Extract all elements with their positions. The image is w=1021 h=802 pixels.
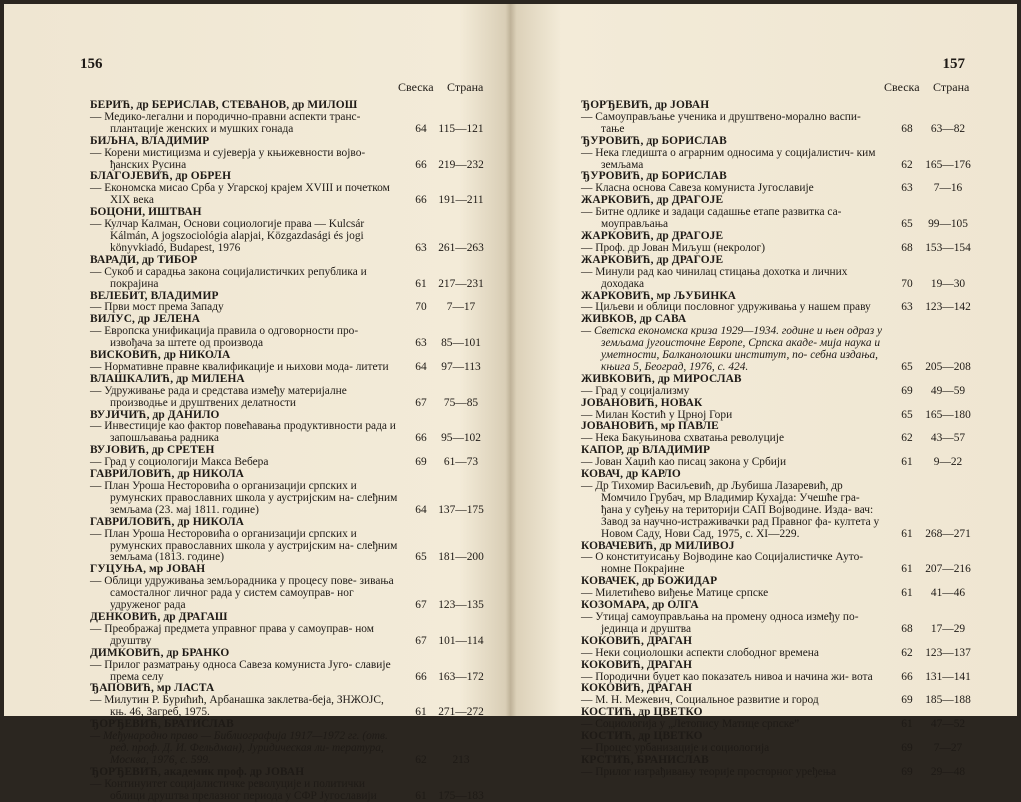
entry-work bbox=[90, 731, 484, 767]
entry-volume: 65 bbox=[901, 408, 913, 421]
entry-author: ДИМКОВИЋ, др БРАНКО bbox=[90, 646, 230, 659]
entry-pages: 95—102 bbox=[441, 432, 481, 445]
entry-volume: 61 bbox=[901, 527, 913, 540]
entry-author: ЈОВАНОВИЋ, мр ПАВЛЕ bbox=[581, 420, 719, 433]
entry-work bbox=[90, 386, 484, 410]
entry-title: — Јован Хаџић као писац закона у Србији bbox=[581, 456, 787, 469]
entry-title: — Прилог изграђивању теорије просторног уређења bbox=[581, 765, 837, 778]
entry-pages: 163—172 bbox=[438, 670, 484, 683]
list-item bbox=[581, 314, 971, 374]
entry-pages: 268—271 bbox=[925, 527, 971, 540]
entry-author: ГАВРИЛОВИЋ, др НИКОЛА bbox=[90, 515, 245, 528]
entry-title: — Прилог разматрању односа Савеза комуниста Југо- славије према селу bbox=[90, 658, 391, 683]
entry-author: КОСТИЋ, др ЦВЕТКО bbox=[581, 730, 703, 743]
entry-author: БИЉНА, ВЛАДИМИР bbox=[90, 134, 210, 147]
entry-title: — Кулчар Калман, Основи социологије права — Kulcsár Kálmán, A jogszociológia alapjai, Közgazdasági és jogi könyvkiadó, Budapest, 1976 bbox=[90, 218, 365, 254]
pages-column-header: Страна bbox=[933, 80, 970, 94]
entry-title: — Милутин Р. Бурићић, Арбанашка заклетва-беја, ЗНЖОЈС, књ. 46, Загреб, 1975. bbox=[90, 694, 384, 719]
entry-title: — Сукоб и сарадња закона социјалистичких република и покрајина bbox=[90, 265, 367, 290]
entry-author: ЖАРКОВИЋ, др ДРАГОЈЕ bbox=[581, 194, 724, 207]
entry-pages: 97—113 bbox=[441, 360, 481, 373]
entry-title: — Процес урбанизације и социологија bbox=[581, 741, 770, 754]
entry-title: — Самоуправљање ученика и друштвено-морално васпи- тање bbox=[581, 110, 861, 135]
entry-pages: 205—208 bbox=[925, 360, 971, 373]
list-item bbox=[90, 374, 484, 410]
entry-author: БЛАГОЈЕВИЋ, др ОБРЕН bbox=[90, 170, 232, 183]
entry-volume: 61 bbox=[901, 718, 913, 731]
entry-volume: 64 bbox=[415, 122, 427, 135]
entry-volume: 64 bbox=[415, 360, 427, 373]
entry-volume: 69 bbox=[901, 694, 913, 707]
entry-pages: 43—57 bbox=[930, 432, 966, 445]
entry-author: ЖАРКОВИЋ, др ДРАГОЈЕ bbox=[581, 253, 724, 266]
entry-author: ВУЈИЧИЋ, др ДАНИЛО bbox=[90, 408, 220, 421]
page-number: 157 bbox=[942, 56, 965, 72]
entry-volume: 63 bbox=[901, 301, 913, 314]
entry-title: — Први мост према Западу bbox=[90, 301, 224, 314]
list-item bbox=[90, 445, 484, 469]
list-item bbox=[581, 755, 971, 779]
entry-author: ЂОРЂЕВИЋ, академик проф. др ЈОВАН bbox=[90, 765, 305, 778]
entry-author: ВУЈОВИЋ, др СРЕТЕН bbox=[90, 444, 215, 457]
entry-title: — Циљеви и облици пословног удруживања у нашем праву bbox=[581, 301, 871, 314]
list-item bbox=[581, 541, 971, 577]
entry-author: ЂУРОВИЋ, др БОРИСЛАВ bbox=[581, 170, 727, 183]
entry-pages: 123—142 bbox=[925, 301, 971, 314]
entry-title: — Преображај предмета управног права у самоуправ- ном друштву bbox=[90, 622, 374, 647]
list-item bbox=[581, 171, 971, 195]
entry-work bbox=[90, 660, 484, 684]
entry-title: — Корени мистицизма и сујеверја у књижевности војво- ђанских Русина bbox=[90, 146, 366, 171]
entry-author: ВИСКОВИЋ, др НИКОЛА bbox=[90, 349, 231, 362]
entry-title: — Нека гледишта о аграрним односима у социјалистич- ким земљама bbox=[581, 146, 876, 171]
entry-title: — Међународно право — Библиографија 1917—1972 гг. (отв. ред. проф. Д. И. Фельдман), Јуридическая ли- тература, Москва, 1976, с. 599. bbox=[90, 730, 388, 766]
entry-pages: 123—137 bbox=[925, 646, 971, 659]
entry-author: ЖАРКОВИЋ, мр ЉУБИНКА bbox=[581, 289, 737, 302]
entry-pages: 207—216 bbox=[925, 563, 971, 576]
entry-volume: 65 bbox=[901, 360, 913, 373]
entry-volume: 68 bbox=[901, 122, 913, 135]
entry-pages: 185—188 bbox=[925, 694, 971, 707]
entry-author: КОВАЧЕВИЋ, др МИЛИВОЈ bbox=[581, 539, 735, 552]
list-item bbox=[90, 207, 484, 255]
entry-author: ГУЦУЊА, мр ЈОВАН bbox=[90, 563, 206, 576]
entry-volume: 61 bbox=[415, 789, 427, 802]
entry-pages: 47—52 bbox=[930, 718, 966, 731]
entry-list bbox=[581, 100, 971, 779]
entry-volume: 69 bbox=[415, 456, 427, 469]
entry-title: — Европска унификација правила о одговорности про- извођача за штете од производа bbox=[90, 325, 359, 350]
entry-pages: 7—17 bbox=[446, 301, 476, 314]
entry-volume: 63 bbox=[901, 182, 913, 195]
entry-title: — Класна основа Савеза комуниста Југославије bbox=[581, 182, 814, 195]
entry-work bbox=[90, 481, 484, 517]
entry-title: — О конституисању Војводине као Социјалистичке Ауто- номне Покрајине bbox=[581, 551, 864, 576]
entry-pages: 261—263 bbox=[438, 241, 484, 254]
entry-volume: 62 bbox=[901, 646, 913, 659]
entry-author: ВЕЛЕБИТ, ВЛАДИМИР bbox=[90, 289, 219, 302]
entry-work bbox=[90, 529, 484, 565]
entry-volume: 66 bbox=[415, 432, 427, 445]
right-page bbox=[525, 4, 1017, 778]
book-spread bbox=[4, 4, 1017, 802]
list-item bbox=[90, 564, 484, 612]
entry-volume: 67 bbox=[415, 634, 427, 647]
entry-pages: 63—82 bbox=[930, 122, 966, 135]
entry-volume: 66 bbox=[415, 670, 427, 683]
entry-pages: 49—59 bbox=[930, 384, 966, 397]
entry-volume: 62 bbox=[415, 753, 427, 766]
entry-pages: 85—101 bbox=[441, 337, 481, 350]
entry-work bbox=[581, 648, 971, 660]
entry-pages: 219—232 bbox=[438, 158, 484, 171]
left-page bbox=[4, 4, 519, 802]
entry-pages: 115—121 bbox=[438, 122, 484, 135]
entry-author: КРСТИЋ, БРАНИСЛАВ bbox=[581, 753, 709, 766]
entry-title: — Породични буџет као показатељ нивоа и начина жи- вота bbox=[581, 670, 873, 683]
list-item bbox=[90, 291, 484, 315]
entry-work bbox=[581, 767, 971, 779]
entry-volume: 66 bbox=[415, 158, 427, 171]
entry-pages: 7—27 bbox=[933, 741, 963, 754]
list-item bbox=[90, 648, 484, 684]
entry-pages: 7—16 bbox=[933, 182, 963, 195]
list-item bbox=[90, 171, 484, 207]
list-item bbox=[90, 767, 484, 802]
entry-volume: 69 bbox=[901, 741, 913, 754]
entry-pages: 99—105 bbox=[928, 218, 968, 231]
entry-work bbox=[90, 695, 484, 719]
volume-column-header: Свеска bbox=[884, 80, 920, 94]
entry-volume: 61 bbox=[415, 706, 427, 719]
entry-author: ЂАПОВИЋ, мр ЛАСТА bbox=[90, 682, 215, 695]
entry-work bbox=[581, 386, 971, 398]
page-number: 156 bbox=[80, 56, 103, 72]
entry-author: КОКОВИЋ, ДРАГАН bbox=[581, 658, 693, 671]
entry-pages: 19—30 bbox=[930, 277, 966, 290]
entry-work bbox=[90, 624, 484, 648]
list-item bbox=[581, 600, 971, 636]
entry-work bbox=[90, 779, 484, 802]
entry-volume: 68 bbox=[901, 241, 913, 254]
entry-volume: 70 bbox=[415, 301, 427, 314]
entry-title: — План Уроша Несторовића о организацији српских и румунских православних школа у аустријским на- слеђним земљама (23. мај 1811. године) bbox=[90, 480, 398, 516]
entry-author: БОЦОНИ, ИШТВАН bbox=[90, 206, 202, 219]
entry-pages: 153—154 bbox=[925, 241, 971, 254]
entry-title: — Инвестиције као фактор повећавања продуктивности рада и запошљавања радника bbox=[90, 420, 396, 445]
entry-pages: 217—231 bbox=[438, 277, 484, 290]
entry-work bbox=[581, 267, 971, 291]
entry-pages: 61—73 bbox=[443, 456, 479, 469]
entry-title: — План Уроша Несторовића о организацији српских и румунских православних школа у аустријским на- слеђним земљама (1813. године) bbox=[90, 527, 398, 564]
entry-title: — Економска мисао Срба у Угарској крајем XVIII и почетком XIX века bbox=[90, 182, 390, 207]
entry-work bbox=[90, 148, 484, 172]
entry-title: — Светска економска криза 1929—1934. године и њен одраз у земљама југоисточне Европе, Српска акаде- мија наука и уметности, Балканолошки институт, по- себна издања, књига 5, Београд, 1976, с. 424. bbox=[581, 325, 883, 373]
list-item bbox=[581, 707, 971, 731]
list-item bbox=[581, 100, 971, 136]
entry-volume: 61 bbox=[901, 456, 913, 469]
volume-column-header: Свеска bbox=[398, 80, 434, 94]
entry-title: — Утицај самоуправљања на промену односа између по- јединца и друштва bbox=[581, 610, 859, 635]
entry-volume: 62 bbox=[901, 432, 913, 445]
entry-author: ЈОВАНОВИЋ, НОВАК bbox=[581, 396, 703, 409]
entry-title: — Милетићево виђење Матице српске bbox=[581, 587, 769, 600]
list-item bbox=[90, 410, 484, 446]
list-item bbox=[90, 517, 484, 565]
list-item bbox=[581, 374, 971, 398]
entry-pages: 175—183 bbox=[438, 789, 484, 802]
entry-pages: 165—176 bbox=[925, 158, 971, 171]
entry-volume: 66 bbox=[415, 194, 427, 207]
list-item bbox=[581, 576, 971, 600]
entry-author: ЖИВКОВ, др САВА bbox=[581, 313, 687, 326]
entry-author: КОКОВИЋ, ДРАГАН bbox=[581, 682, 693, 695]
entry-title: — Град у социјализму bbox=[581, 384, 690, 397]
entry-volume: 66 bbox=[901, 670, 913, 683]
entry-author: ЖИВКОВИЋ, др МИРОСЛАВ bbox=[581, 372, 742, 385]
entry-pages: 213 bbox=[452, 753, 470, 766]
entry-volume: 69 bbox=[901, 765, 913, 778]
list-item bbox=[90, 255, 484, 291]
entry-pages: 41—46 bbox=[930, 587, 966, 600]
list-item bbox=[581, 195, 971, 231]
list-item bbox=[90, 136, 484, 172]
entry-work bbox=[90, 183, 484, 207]
entry-volume: 64 bbox=[415, 503, 427, 516]
entry-author: КОВАЧЕК, др БОЖИДАР bbox=[581, 575, 718, 588]
entry-work bbox=[90, 576, 484, 612]
entry-pages: 131—141 bbox=[925, 670, 971, 683]
entry-pages: 137—175 bbox=[438, 503, 484, 516]
entry-volume: 69 bbox=[901, 384, 913, 397]
entry-author: ВАРАДИ, др ТИБОР bbox=[90, 253, 198, 266]
list-item bbox=[90, 683, 484, 719]
entry-title: — Облици удруживања земљорадника у процесу пове- зивања самосталног личног рада у систем самоуправ- ног удруженог рада bbox=[90, 575, 394, 612]
entry-work bbox=[90, 267, 484, 291]
entry-work bbox=[581, 481, 971, 541]
entry-work bbox=[90, 421, 484, 445]
entry-volume: 61 bbox=[901, 563, 913, 576]
entry-author: ВИЛУС, др ЈЕЛЕНА bbox=[90, 313, 201, 326]
pages-column-header: Страна bbox=[447, 80, 484, 94]
list-item bbox=[581, 445, 971, 469]
list-item bbox=[90, 612, 484, 648]
entry-work bbox=[581, 148, 971, 172]
entry-author: ГАВРИЛОВИЋ, др НИКОЛА bbox=[90, 468, 245, 481]
entry-author: БЕРИЋ, др БЕРИСЛАВ, СТЕВАНОВ, др МИЛОШ bbox=[90, 99, 358, 111]
entry-title: — Континуитет социјалистичке револуције и политички облици друштва прелазног периода у СФР Југославији bbox=[90, 777, 377, 802]
column-headers bbox=[398, 80, 483, 95]
entry-author: ДЕНКОВИЋ, др ДРАГАШ bbox=[90, 610, 228, 623]
list-item bbox=[581, 660, 971, 684]
entry-title: — М. Н. Межевич, Социальное развитие и город bbox=[581, 694, 819, 707]
entry-volume: 65 bbox=[415, 551, 427, 564]
entry-list bbox=[90, 100, 484, 802]
entry-work bbox=[581, 552, 971, 576]
list-item bbox=[581, 683, 971, 707]
entry-pages: 181—200 bbox=[438, 551, 484, 564]
entry-author: КОВАЧ, др КАРЛО bbox=[581, 468, 681, 481]
entry-title: — Град у социологији Макса Вебера bbox=[90, 456, 269, 469]
entry-volume: 70 bbox=[901, 277, 913, 290]
list-item bbox=[581, 231, 971, 255]
entry-title: — Нормативне правне квалификације и њихови мода- литети bbox=[90, 360, 389, 373]
list-item bbox=[90, 469, 484, 517]
list-item bbox=[90, 314, 484, 350]
entry-volume: 61 bbox=[901, 587, 913, 600]
list-item bbox=[581, 136, 971, 172]
entry-volume: 65 bbox=[901, 218, 913, 231]
entry-volume: 67 bbox=[415, 599, 427, 612]
entry-work bbox=[581, 207, 971, 231]
entry-volume: 67 bbox=[415, 396, 427, 409]
entry-author: КОЗОМАРА, др ОЛГА bbox=[581, 599, 699, 612]
entry-title: — Битне одлике и задаци садашње етапе развитка са- моуправљања bbox=[581, 206, 842, 231]
entry-work bbox=[90, 112, 484, 136]
entry-work bbox=[581, 612, 971, 636]
entry-pages: 29—48 bbox=[930, 765, 966, 778]
list-item bbox=[90, 350, 484, 374]
entry-pages: 271—272 bbox=[438, 706, 484, 719]
list-item bbox=[581, 421, 971, 445]
list-item bbox=[90, 719, 484, 767]
entry-title: — Проф. др Јован Миљуш (некролог) bbox=[581, 241, 766, 254]
list-item bbox=[581, 469, 971, 540]
entry-title: — Минули рад као чинилац стицања дохотка и личних доходака bbox=[581, 265, 848, 290]
entry-title: — Др Тихомир Васиљевић, др Љубиша Лазаревић, др Момчило Грубач, мр Владимир Кухајда: Учешће гра- ђана у суђењу на територији САП Војводине. Изда- вач: Завод за научно-истраживачки рад Правног фа- култета у Новом Саду, Нови Сад, 1975, с. XI—229. bbox=[581, 480, 880, 540]
list-item bbox=[581, 398, 971, 422]
list-item bbox=[581, 731, 971, 755]
entry-volume: 62 bbox=[901, 158, 913, 171]
entry-work bbox=[90, 219, 484, 255]
list-item bbox=[90, 100, 484, 136]
list-item bbox=[581, 291, 971, 315]
entry-pages: 165—180 bbox=[925, 408, 971, 421]
entry-work bbox=[581, 112, 971, 136]
entry-pages: 123—135 bbox=[438, 599, 484, 612]
entry-pages: 75—85 bbox=[443, 396, 479, 409]
entry-pages: 101—114 bbox=[438, 634, 484, 647]
entry-title: — Удруживање рада и средстава између материјалне производње и друштвених делатности bbox=[90, 384, 347, 409]
entry-author: ЖАРКОВИЋ, др ДРАГОЈЕ bbox=[581, 229, 724, 242]
column-headers bbox=[884, 80, 969, 95]
entry-author: ЂОРЂЕВИЋ, др ЈОВАН bbox=[581, 99, 710, 111]
entry-author: ВЛАШКАЛИЋ, др МИЛЕНА bbox=[90, 372, 245, 385]
entry-work bbox=[90, 326, 484, 350]
entry-pages: 17—29 bbox=[930, 622, 966, 635]
entry-pages: 9—22 bbox=[933, 456, 963, 469]
entry-author: КАПОР, др ВЛАДИМИР bbox=[581, 444, 711, 457]
entry-title: — Неки социолошки аспекти слободног времена bbox=[581, 646, 819, 659]
entry-author: КОКОВИЋ, ДРАГАН bbox=[581, 634, 693, 647]
entry-pages: 191—211 bbox=[438, 194, 484, 207]
entry-volume: 61 bbox=[415, 277, 427, 290]
entry-author: ЂУРОВИЋ, др БОРИСЛАВ bbox=[581, 134, 727, 147]
entry-author: ЂОРЂЕВИЋ, БРАТИСЛАВ bbox=[90, 718, 234, 731]
list-item bbox=[581, 255, 971, 291]
list-item bbox=[581, 636, 971, 660]
entry-author: КОСТИЋ, др ЦВЕТКО bbox=[581, 706, 703, 719]
entry-work bbox=[581, 243, 971, 255]
entry-title: — Милан Костић у Црној Гори bbox=[581, 408, 733, 421]
entry-work bbox=[581, 326, 971, 374]
entry-title: — Социологија у „Летопису Матице српске” bbox=[581, 718, 800, 731]
entry-title: — Медико-легални и породично-правни аспекти транс- плантације женских и мушких гонада bbox=[90, 110, 361, 135]
entry-volume: 68 bbox=[901, 622, 913, 635]
entry-title: — Нека Бакуњинова схватања револуције bbox=[581, 432, 784, 445]
entry-volume: 63 bbox=[415, 241, 427, 254]
entry-volume: 63 bbox=[415, 337, 427, 350]
